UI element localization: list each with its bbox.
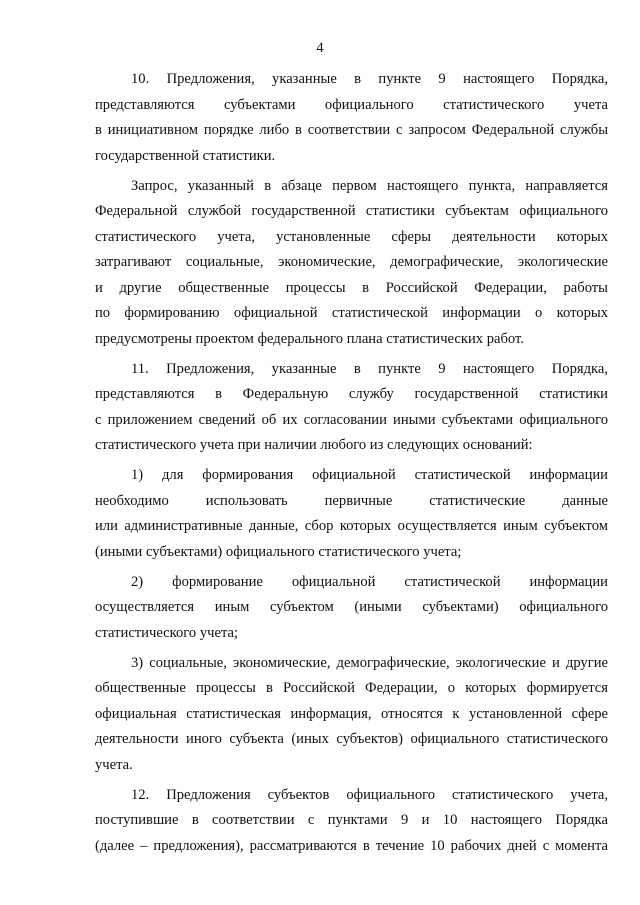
text-line: статистического учета, установленные сферы деятельности которых [95,228,608,245]
text-line: осуществляется иным субъектом (иными субъектами) официального [95,599,608,615]
text-line: деятельности иного субъекта (иных субъектов) официального статистического [95,731,608,747]
text-line: необходимо использовать первичные статистические данные [95,492,608,509]
text-line: общественные процессы в Российской Федерации, о которых формируется [95,680,608,696]
text-line: государственной статистики. [95,147,276,164]
text-line: 1) для формирования официальной статистической информации [131,467,608,483]
paragraph-12 [95,783,608,860]
text-line: (далее – предложения), рассматриваются в течение 10 рабочих дней с момента [95,837,608,854]
text-line: 11. Предложения, указанные в пункте 9 настоящего Порядка, [131,360,608,377]
text-line: Запрос, указанный в абзаце первом настоящего пункта, направляется [131,177,608,194]
text-line: представляются в Федеральную службу государственной статистики [95,386,608,402]
text-line: предусмотрены проектом федерального плана статистических работ. [95,330,524,347]
text-line: поступившие в соответствии с пунктами 9 и 10 настоящего Порядка [95,812,608,828]
text-line: статистического учета; [95,624,239,641]
paragraph-11 [95,357,608,459]
text-line: статистического учета при наличии любого из следующих оснований: [95,437,533,453]
text-line: 12. Предложения субъектов официального статистического учета, [131,786,608,803]
text-line: и другие общественные процессы в Российской Федерации, работы [95,279,608,296]
paragraph-request [95,174,608,353]
text-line: представляются субъектами официального статистического учета [95,96,608,113]
list-item-1 [95,463,608,565]
text-line: или административные данные, сбор которых осуществляется иным субъектом [95,518,608,534]
text-line: по формированию официальной статистической информации о которых [95,305,608,321]
text-line: Федеральной службой государственной статистики субъектам официального [95,203,608,219]
page-number: 4 [316,40,324,56]
list-item-3 [95,651,608,779]
document-body [95,67,608,864]
text-line: затрагивают социальные, экономические, демографические, экологические [95,254,608,270]
text-line: 10. Предложения, указанные в пункте 9 настоящего Порядка, [131,71,608,87]
text-line: учета. [95,756,133,773]
text-line: 2) формирование официальной статистической информации [131,573,608,590]
text-line: с приложением сведений об их согласовании иными субъектами официального [95,411,608,428]
text-line: в инициативном порядке либо в соответствии с запросом Федеральной службы [95,122,608,138]
paragraph-10 [95,67,608,169]
text-line: официальная статистическая информация, относятся к установленной сфере [95,705,608,722]
text-line: 3) социальные, экономические, демографические, экологические и другие [131,654,608,671]
text-line: (иными субъектами) официального статистического учета; [95,543,462,560]
list-item-2 [95,570,608,647]
